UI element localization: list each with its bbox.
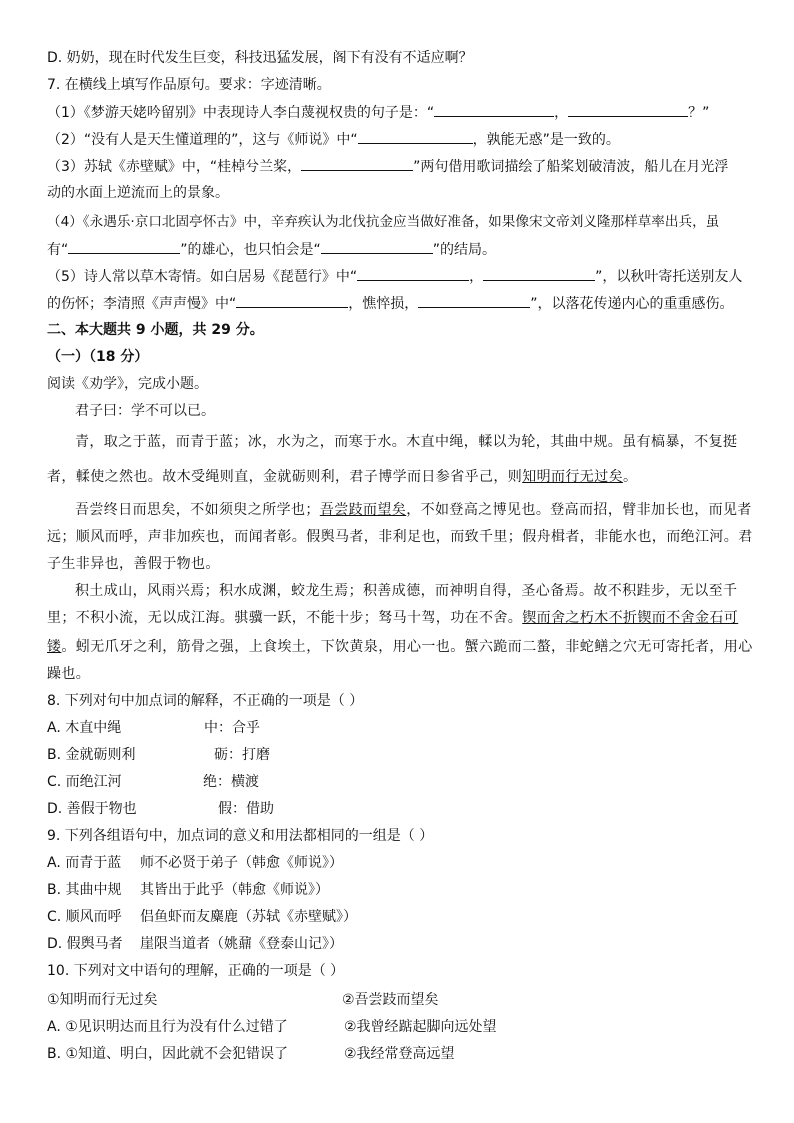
q8-option-a bbox=[47, 718, 764, 738]
option-text: C. 顺风而呼 bbox=[47, 909, 122, 925]
q10-stem: 10. 下列对文中语句的理解，正确的一项是（ ） bbox=[47, 963, 345, 979]
option-pair: 侣鱼虾而友麋鹿（苏轼《赤壁赋》） bbox=[140, 909, 357, 925]
q7-sub5-comma: ， bbox=[469, 269, 484, 285]
q7-sub3-text-2: ”两句借用歌词描绘了船桨划破清波，船儿在月光浮 bbox=[413, 159, 729, 175]
q10-item-1: ①知明而行无过矣 bbox=[47, 992, 158, 1008]
option-pair: 崖限当道者（姚鼐《登泰山记》） bbox=[140, 936, 343, 952]
passage-p3-line1 bbox=[75, 500, 764, 520]
option-text: B. 其曲中规 bbox=[47, 882, 122, 898]
passage-p4-line3 bbox=[47, 637, 764, 657]
q8-option-d bbox=[47, 799, 764, 819]
q7-sub1-text: （1）《梦游天姥吟留别》中表现诗人李白蔑视权贵的句子是：“ bbox=[47, 105, 435, 121]
option-second: ②我经常登高远望 bbox=[344, 1046, 455, 1062]
q7-sub3 bbox=[47, 156, 764, 177]
option-text: A. ①见识明达而且行为没有什么过错了 bbox=[47, 1019, 288, 1035]
passage-p4-line4: 躁也。 bbox=[47, 666, 91, 682]
reading-prompt: 阅读《劝学》，完成小题。 bbox=[47, 376, 208, 392]
option-text: A. 而青于蓝 bbox=[47, 855, 122, 871]
q7-sub5-text-3: 的伤怀；李清照《声声慢》中“ bbox=[47, 296, 237, 312]
q8-option-c bbox=[47, 772, 764, 792]
q7-sub1-comma: ， bbox=[554, 105, 569, 121]
answer-blank[interactable] bbox=[483, 266, 595, 281]
option-gloss: 砺：打磨 bbox=[214, 747, 270, 763]
passage-text: ，不如登高之博见也。登高而招，臂非加长也，而见者 bbox=[406, 502, 752, 518]
answer-blank[interactable] bbox=[358, 129, 473, 144]
q9-option-c bbox=[47, 907, 764, 927]
passage-p3-line2: 远；顺风而呼，声非加疾也，而闻者彰。假舆马者，非利足也，而致千里；假舟楫者，非能水也，而绝江河。君 bbox=[47, 529, 753, 545]
q9-option-d bbox=[47, 934, 764, 954]
q10-item-2: ②吾尝跂而望矣 bbox=[342, 992, 439, 1008]
part-1-heading: （一）（18 分） bbox=[47, 349, 149, 365]
q7-sub4-cont bbox=[47, 239, 764, 260]
option-text: B. ①知道、明白，因此就不会犯错误了 bbox=[47, 1046, 289, 1062]
passage-p2-line2 bbox=[47, 467, 764, 487]
answer-blank[interactable] bbox=[301, 156, 413, 171]
passage-p2-line1: 青，取之于蓝，而青于蓝；冰，水为之，而寒于水。木直中绳，輮以为轮，其曲中规。虽有槁暴，不复挺 bbox=[75, 434, 738, 450]
passage-p4-line1: 积土成山，风雨兴焉；积水成渊，蛟龙生焉；积善成德，而神明自得，圣心备焉。故不积跬步，无以至千 bbox=[75, 583, 738, 599]
q7-sub2-end: ，孰能无惑”是一致的。 bbox=[472, 132, 620, 148]
option-text: C. 而绝江河 bbox=[47, 774, 122, 790]
q8-stem: 8. 下列对句中加点词的解释，不正确的一项是（ ） bbox=[47, 693, 364, 709]
q9-stem: 9. 下列各组语句中，加点词的意义和用法都相同的一组是（ ） bbox=[47, 828, 434, 844]
q7-sub2-text: （2）“没有人是天生懂道理的”，这与《师说》中“ bbox=[47, 132, 358, 148]
option-pair: 其皆出于此乎（韩愈《师说》） bbox=[140, 882, 329, 898]
q6-option-d: D. 奶奶，现在时代发生巨变，科技迅猛发展，阁下有没有不适应啊？ bbox=[47, 50, 473, 66]
q9-option-b bbox=[47, 880, 764, 900]
q7-sub5-cont bbox=[47, 293, 764, 314]
answer-blank[interactable] bbox=[568, 102, 688, 117]
q8-option-b bbox=[47, 745, 764, 765]
option-text: D. 善假于物也 bbox=[47, 801, 137, 817]
q7-stem: 7. 在横线上填写作品原句。要求：字迹清晰。 bbox=[47, 77, 331, 93]
answer-blank[interactable] bbox=[321, 239, 433, 254]
passage-p1: 君子曰：学不可以已。 bbox=[75, 403, 215, 419]
q10-option-b bbox=[47, 1044, 764, 1064]
option-pair: 师不必贤于弟子（韩愈《师说》） bbox=[140, 855, 343, 871]
q7-sub3-cont: 动的水面上逆流而上的景象。 bbox=[47, 185, 229, 201]
q9-option-a bbox=[47, 853, 764, 873]
option-gloss: 绝：横渡 bbox=[203, 774, 259, 790]
q7-sub3-text: （3）苏轼《赤壁赋》中，“桂棹兮兰桨， bbox=[47, 159, 302, 175]
q7-sub5-text-2: ”，以秋叶寄托送别友人 bbox=[595, 269, 743, 285]
q7-sub4-text: 有“ bbox=[47, 242, 69, 258]
option-gloss: 中：合乎 bbox=[204, 720, 260, 736]
underlined-sentence: 吾尝跂而望矣 bbox=[319, 502, 407, 518]
section-2-heading: 二、本大题共 9 小题，共 29 分。 bbox=[47, 322, 264, 338]
passage-text: 。蚓无爪牙之利，筋骨之强，上食埃土，下饮黄泉，用心一也。蟹六跪而二螯，非蛇鳝之穴无可寄托者，用心 bbox=[61, 639, 753, 655]
option-text: B. 金就砺则利 bbox=[47, 747, 136, 763]
underlined-sentence: 知明而行无过矣 bbox=[522, 469, 624, 485]
answer-blank[interactable] bbox=[434, 102, 554, 117]
q7-sub1-end: ？” bbox=[688, 105, 710, 121]
underlined-sentence: 锲而舍之朽木不折锲而不舍金石可 bbox=[522, 610, 739, 626]
passage-text: 者，輮使之然也。故木受绳则直，金就砺则利，君子博学而日参省乎己，则 bbox=[47, 469, 523, 485]
q7-sub5-text-4: ，憔悴损， bbox=[348, 296, 419, 312]
passage-text: 吾尝终日而思矣，不如须臾之所学也； bbox=[75, 502, 320, 518]
answer-blank[interactable] bbox=[68, 239, 180, 254]
q7-sub4-text-2: ”的雄心，也只怕会是“ bbox=[180, 242, 321, 258]
answer-blank[interactable] bbox=[236, 293, 348, 308]
q7-sub4-end: ”的结局。 bbox=[432, 242, 497, 258]
answer-blank[interactable] bbox=[418, 293, 530, 308]
q7-sub1 bbox=[47, 102, 764, 123]
q10-option-a bbox=[47, 1017, 764, 1037]
q10-items bbox=[47, 990, 764, 1010]
underlined-sentence: 镂 bbox=[47, 639, 62, 655]
q7-sub2 bbox=[47, 129, 764, 150]
passage-p4-line2 bbox=[47, 608, 764, 628]
option-text: A. 木直中绳 bbox=[47, 720, 122, 736]
q7-sub5-text: （5）诗人常以草木寄情。如白居易《琵琶行》中“ bbox=[47, 269, 358, 285]
option-text: D. 假舆马者 bbox=[47, 936, 123, 952]
passage-text: 。 bbox=[623, 469, 638, 485]
passage-p3-line3: 子生非异也，善假于物也。 bbox=[47, 556, 220, 572]
q7-sub5-end: ”，以落花传递内心的重重感伤。 bbox=[530, 296, 734, 312]
option-gloss: 假：借助 bbox=[218, 801, 274, 817]
q7-sub4: （4）《永遇乐·京口北固亭怀古》中，辛弃疾认为北伐抗金应当做好准备，如果像宋文帝刘义隆那样草率出兵，虽 bbox=[47, 214, 720, 230]
q7-sub5 bbox=[47, 266, 764, 287]
option-second: ②我曾经踮起脚向远处望 bbox=[344, 1019, 497, 1035]
passage-text: 里；不积小流，无以成江海。骐骥一跃，不能十步；驽马十驾，功在不舍。 bbox=[47, 610, 523, 626]
answer-blank[interactable] bbox=[357, 266, 469, 281]
